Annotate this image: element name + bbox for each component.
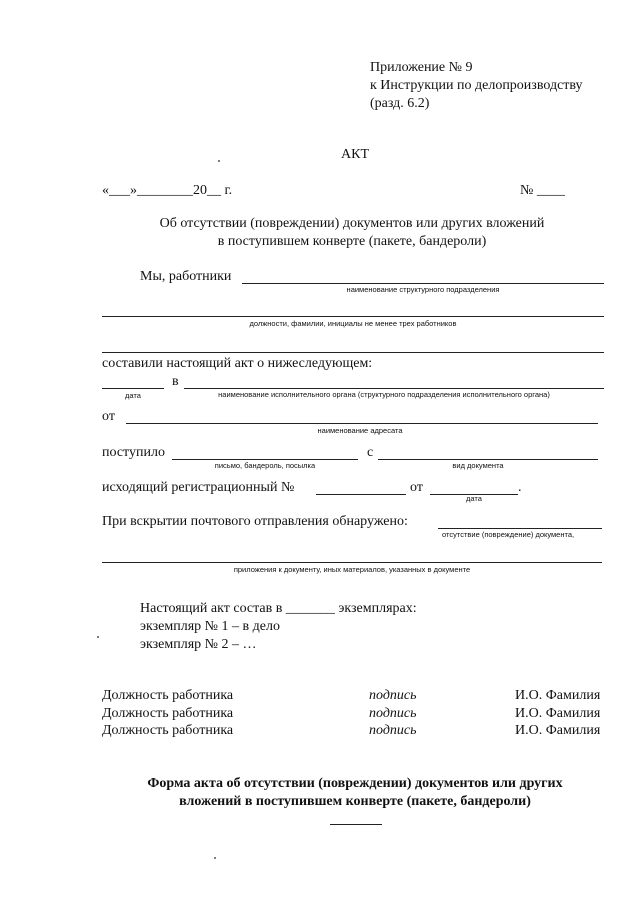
unit-fill-line	[242, 283, 604, 284]
copies-line1: Настоящий акт состав в _______ экземплярах:	[140, 601, 417, 616]
signature-sign: подпись	[369, 688, 417, 703]
signature-position: Должность работника	[102, 706, 234, 721]
hint-absence: отсутствие (повреждение) документа,	[442, 530, 575, 539]
hint-exec-org: наименование исполнительного органа (структурного подразделения исполнительного органа)	[218, 390, 550, 399]
letter-fill-line	[172, 459, 358, 460]
appendix-instruction: к Инструкции по делопроизводству	[370, 78, 583, 93]
form-caption-line1: Форма акта об отсутствии (повреждении) документов или других	[147, 776, 563, 791]
hint-positions: должности, фамилии, инициалы не менее трех работников	[249, 319, 457, 328]
outgoing-dot: .	[518, 480, 522, 495]
hint-structural-unit: наименование структурного подразделения	[346, 285, 500, 294]
hint-addressee: наименование адресата	[317, 426, 403, 435]
act-title: АКТ	[341, 147, 369, 162]
signature-sign: подпись	[369, 706, 417, 721]
with-label: с	[367, 445, 374, 460]
scan-speck	[218, 160, 220, 162]
positions-fill-line-2	[102, 352, 604, 353]
received-label: поступило	[102, 445, 165, 460]
scan-speck	[214, 857, 216, 859]
act-date-template: «___»________20__ г.	[102, 183, 233, 198]
copies-line2: экземпляр № 1 – в дело	[140, 619, 280, 634]
outgoing-number-fill-line	[316, 494, 406, 495]
v-label: в	[172, 374, 179, 389]
outgoing-number-label: исходящий регистрационный №	[102, 480, 295, 495]
signature-sign: подпись	[369, 723, 417, 738]
appendix-section: (разд. 6.2)	[370, 96, 430, 111]
hint-attachments: приложения к документу, иных материалов, указанных в документе	[233, 565, 471, 574]
signature-position: Должность работника	[102, 688, 234, 703]
act-subject-line2: в поступившем конверте (пакете, бандероли)	[217, 234, 487, 249]
signature-name: И.О. Фамилия	[515, 688, 601, 703]
addressee-fill-line	[126, 423, 598, 424]
hint-date-2: дата	[466, 494, 482, 503]
hint-date: дата	[125, 391, 141, 400]
signature-position: Должность работника	[102, 723, 234, 738]
signature-name: И.О. Фамилия	[515, 723, 601, 738]
form-caption-line2: вложений в поступившем конверте (пакете, бандероли)	[179, 794, 531, 809]
hint-doc-type: вид документа	[452, 461, 504, 470]
exec-org-fill-line	[184, 388, 604, 389]
signature-name: И.О. Фамилия	[515, 706, 601, 721]
we-workers-label: Мы, работники	[140, 269, 232, 284]
absence-fill-line	[438, 528, 602, 529]
act-number-label: № ____	[520, 183, 565, 198]
act-subject-line1: Об отсутствии (повреждении) документов или других вложений	[159, 216, 545, 231]
from-label: от	[102, 409, 115, 424]
copies-line3: экземпляр № 2 – …	[140, 637, 257, 652]
doc-type-fill-line	[378, 459, 598, 460]
date-fill-line	[102, 388, 164, 389]
composed-label: составили настоящий акт о нижеследующем:	[102, 356, 373, 371]
attachments-fill-line	[102, 562, 602, 563]
positions-fill-line	[102, 316, 604, 317]
outgoing-from-label: от	[410, 480, 423, 495]
scan-speck	[97, 636, 99, 638]
hint-letter: письмо, бандероль, посылка	[214, 461, 316, 470]
opening-label: При вскрытии почтового отправления обнаружено:	[102, 514, 408, 529]
caption-underline	[330, 824, 382, 825]
appendix-number: Приложение № 9	[370, 60, 473, 75]
